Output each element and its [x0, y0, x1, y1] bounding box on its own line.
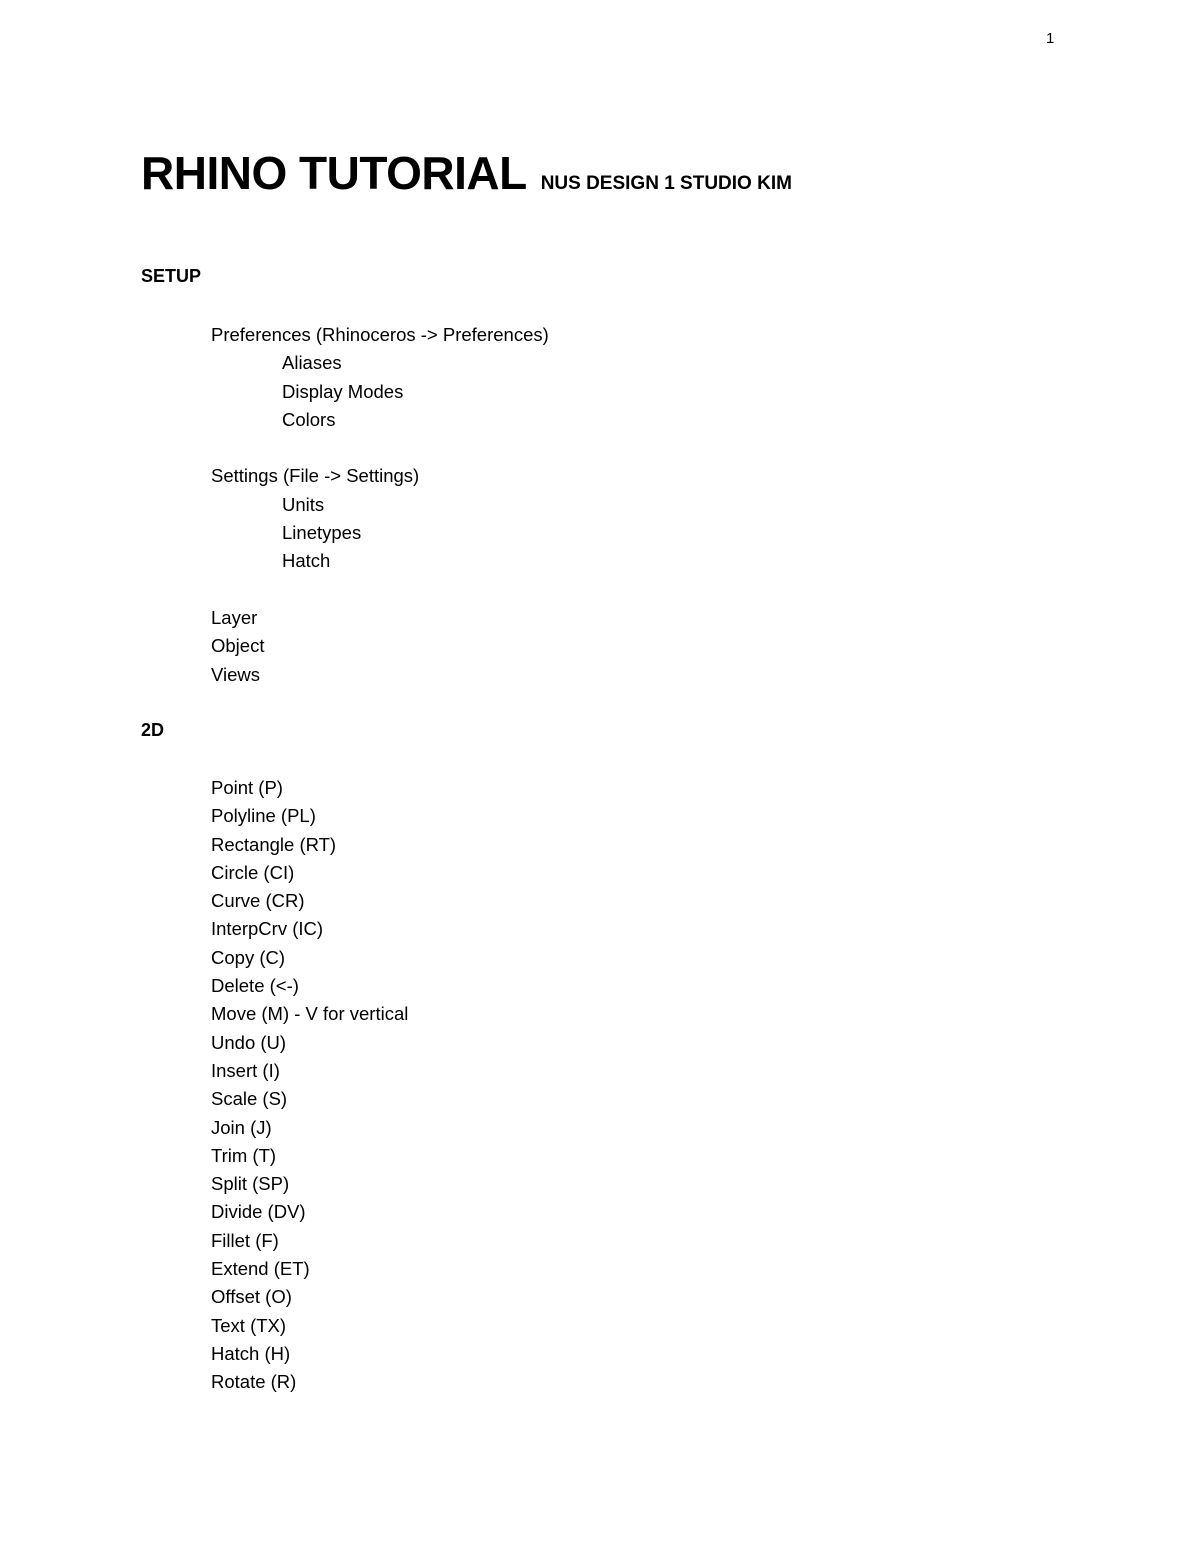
list-item: Units — [282, 493, 325, 515]
list-item: Join (J) — [211, 1116, 272, 1138]
document-title — [141, 146, 792, 200]
list-item: Insert (I) — [211, 1059, 280, 1081]
section-heading-setup: SETUP — [141, 266, 202, 286]
list-item: Object — [211, 635, 265, 657]
list-item: Preferences (Rhinoceros -> Preferences) — [211, 324, 549, 345]
list-item: Circle (CI) — [211, 861, 295, 883]
title-subtitle: NUS DESIGN 1 STUDIO KIM — [540, 173, 792, 194]
list-item: Linetypes — [282, 522, 362, 544]
list-item: Split (SP) — [211, 1173, 290, 1195]
list-item: Views — [211, 663, 261, 685]
commands-2d-list — [211, 774, 408, 1397]
list-item: Curve (CR) — [211, 890, 305, 912]
list-item: Rectangle (RT) — [211, 833, 337, 855]
list-item: Fillet (F) — [211, 1229, 279, 1251]
list-item: Undo (U) — [211, 1031, 287, 1053]
list-item: Point (P) — [211, 777, 283, 798]
list-item: Aliases — [282, 352, 342, 374]
list-item: Delete (<-) — [211, 975, 299, 997]
list-item: Divide (DV) — [211, 1201, 306, 1223]
list-item: Polyline (PL) — [211, 805, 316, 827]
list-item: Copy (C) — [211, 946, 286, 968]
title-main: RHINO TUTORIAL — [141, 147, 527, 199]
list-item: Display Modes — [282, 380, 404, 402]
list-item: Colors — [282, 408, 336, 430]
list-item: Trim (T) — [211, 1144, 277, 1166]
list-item: Offset (O) — [211, 1286, 292, 1308]
list-item: Extend (ET) — [211, 1258, 310, 1280]
list-item: Move (M) - V for vertical — [211, 1003, 409, 1025]
setup-list — [211, 321, 549, 689]
list-item: Settings (File -> Settings) — [211, 465, 420, 487]
list-item: Hatch (H) — [211, 1342, 291, 1364]
page-number: 1 — [1046, 30, 1055, 47]
list-item: Text (TX) — [211, 1314, 287, 1336]
list-item: InterpCrv (IC) — [211, 918, 324, 940]
list-item: Rotate (R) — [211, 1371, 297, 1393]
list-item: Scale (S) — [211, 1088, 288, 1110]
section-heading-2d: 2D — [141, 720, 165, 740]
list-item: Layer — [211, 606, 258, 628]
list-item: Hatch — [282, 550, 331, 572]
